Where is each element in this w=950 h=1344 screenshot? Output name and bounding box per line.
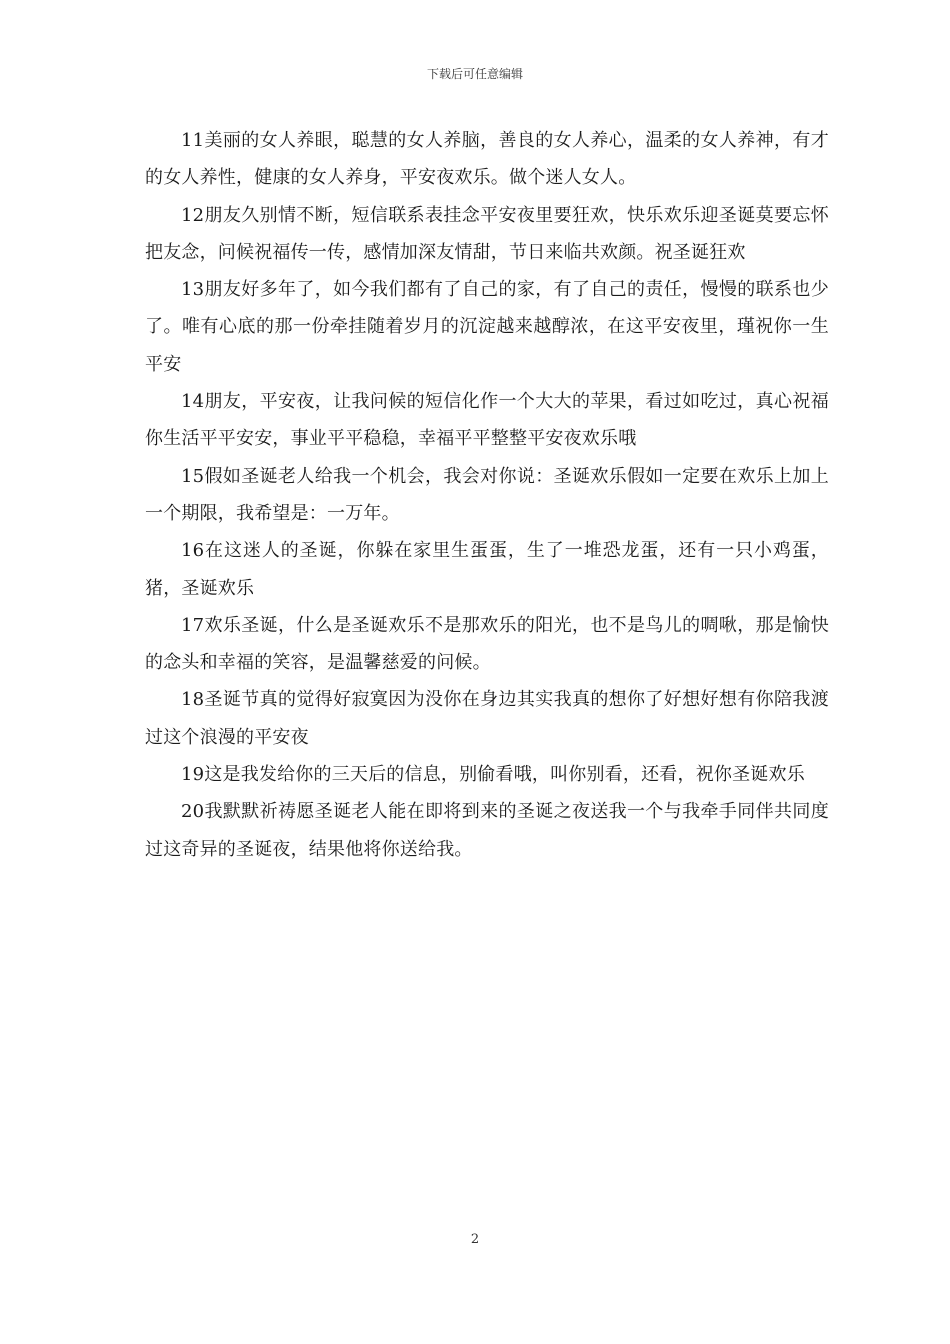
paragraph-15: 15假如圣诞老人给我一个机会，我会对你说：圣诞欢乐假如一定要在欢乐上加上一个期限，我希望是：一万年。: [145, 465, 829, 524]
document-body: [145, 122, 829, 868]
paragraph-12: 12朋友久别情不断，短信联系表挂念平安夜里要狂欢，快乐欢乐迎圣诞莫要忘怀把友念，问候祝福传一传，感情加深友情甜，节日来临共欢颜。祝圣诞狂欢: [145, 204, 829, 263]
paragraph-13: 13朋友好多年了，如今我们都有了自己的家，有了自己的责任，慢慢的联系也少了。唯有心底的那一份牵挂随着岁月的沉淀越来越醇浓，在这平安夜里，瑾祝你一生平安: [145, 279, 829, 375]
paragraph-19: 19这是我发给你的三天后的信息，别偷看哦，叫你别看，还看，祝你圣诞欢乐: [181, 764, 805, 786]
page-number: 2: [470, 1232, 480, 1247]
paragraph-11: 11美丽的女人养眼，聪慧的女人养脑，善良的女人养心，温柔的女人养神，有才的女人养性，健康的女人养身，平安夜欢乐。做个迷人女人。: [145, 130, 829, 189]
paragraph-16: 16在这迷人的圣诞，你躲在家里生蛋蛋，生了一堆恐龙蛋，还有一只小鸡蛋，猪，圣诞欢乐: [145, 540, 829, 599]
paragraph-17: 17欢乐圣诞，什么是圣诞欢乐不是那欢乐的阳光，也不是鸟儿的啁啾，那是愉快的念头和幸福的笑容，是温馨慈爱的问候。: [145, 614, 829, 674]
page-header: 下载后可任意编辑: [426, 67, 523, 81]
paragraph-14: 14朋友，平安夜，让我问候的短信化作一个大大的苹果，看过如吃过，真心祝福你生活平平安安，事业平平稳稳，幸福平平整整平安夜欢乐哦: [145, 391, 829, 450]
paragraph-18: 18圣诞节真的觉得好寂寞因为没你在身边其实我真的想你了好想好想有你陪我渡过这个浪漫的平安夜: [145, 689, 829, 748]
paragraph-20: 20我默默祈祷愿圣诞老人能在即将到来的圣诞之夜送我一个与我牵手同伴共同度过这奇异的圣诞夜，结果他将你送给我。: [145, 801, 829, 860]
